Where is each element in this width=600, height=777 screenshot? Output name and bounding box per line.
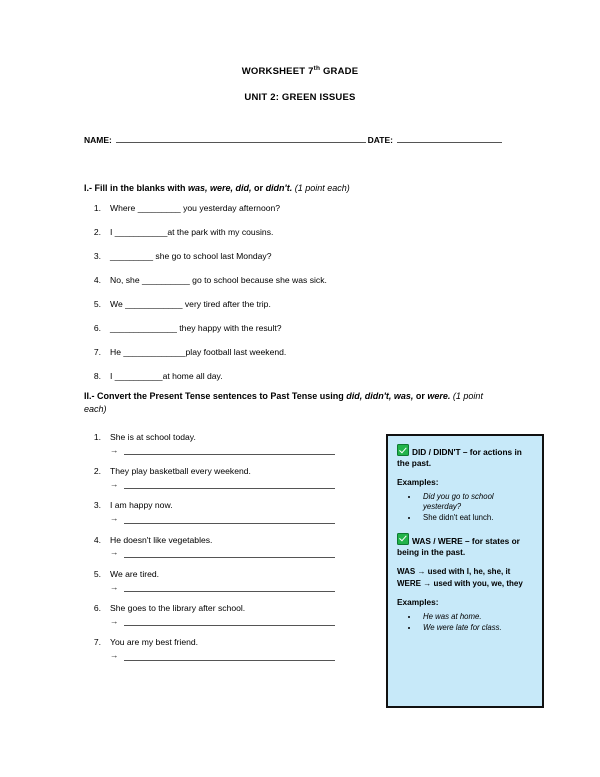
list-item [84,569,349,592]
rule-one-heading [397,444,533,469]
item-text: He doesn't like vegetables. [110,534,213,545]
section-two-heading-mid: or [413,391,428,401]
item-text: She is at school today. [110,432,196,442]
was-were-usage [397,566,533,589]
item-number: 4. [93,534,101,545]
item-number: 7. [93,347,101,357]
item-number: 6. [93,323,101,333]
item-number: 5. [93,299,101,309]
arrow-icon: → [110,581,119,592]
date-input[interactable] [397,133,502,143]
section-one-heading [84,182,514,195]
answer-input[interactable] [124,652,336,661]
rule-two-examples-label: Examples: [397,597,439,608]
answer-input[interactable] [124,617,336,626]
list-item [84,347,464,371]
item-text[interactable]: _________ she go to school last Monday? [110,251,272,261]
name-date-row [84,133,504,145]
list-item [84,275,464,299]
item-text: You are my best friend. [110,637,199,648]
were-usage-line: WERE → used with you, we, they [397,578,523,588]
section-one-heading-mid: or [251,183,266,193]
item-text: She goes to the library after school. [110,603,246,614]
item-number: 3. [93,500,101,511]
section-one-heading-prefix: I.- Fill in the blanks with [84,183,189,193]
date-label: DATE: [367,135,393,145]
answer-input[interactable] [124,549,336,558]
document-header [80,65,520,104]
list-item: • He was at home. [419,612,533,622]
answer-input[interactable] [124,583,336,592]
page-title-prefix: WORKSHEET 7 [241,66,314,78]
item-number: 3. [93,251,101,261]
item-text[interactable]: ______________ they happy with the result? [110,323,282,333]
item-number: 6. [93,603,101,614]
arrow-icon: → [110,650,119,661]
item-text[interactable]: I __________at home all day. [110,371,223,381]
item-number: 1. [93,432,101,442]
rule-one-examples-list [397,492,533,523]
section-one-heading-keywords: was, were, did, [188,183,252,193]
list-item: • She didn't eat lunch. [419,513,533,523]
answer-input[interactable] [124,446,336,455]
arrow-icon: → [110,444,119,455]
check-mark-icon [397,444,409,456]
list-item [84,500,349,523]
section-two-points: (1 point each) [84,391,483,415]
was-usage-line: WAS → used with I, he, she, it [397,566,511,576]
arrow-icon: → [110,615,119,626]
list-item [84,432,349,455]
name-input[interactable] [116,133,366,143]
list-item [84,603,349,626]
section-two-heading [84,390,504,416]
rule-two-heading [397,533,533,558]
rule-two-heading-text: WAS / WERE – for states or being in the past. [397,535,520,557]
arrow-icon: → [110,513,119,524]
section-two-list [84,432,349,672]
rule-one-heading-text: DID / DIDN'T – for actions in the past. [397,447,522,469]
item-text: They play basketball every weekend. [110,466,251,477]
item-text[interactable]: We ____________ very tired after the trip. [110,299,271,309]
item-text[interactable]: He _____________play football last weekend. [110,347,287,357]
section-one-list [84,203,464,395]
item-number: 8. [93,371,101,381]
section-one-points: (1 point each) [292,183,350,193]
list-item: • Did you go to school yesterday? [419,492,533,512]
section-two-heading-keywords-2: were. [427,391,451,401]
answer-input[interactable] [124,515,336,524]
section-two-heading-prefix: II.- Convert the Present Tense sentences to Past Tense using [84,391,347,401]
list-item [84,251,464,275]
section-two-heading-keywords: did, didn't, was, [346,391,414,401]
item-text: We are tired. [110,568,160,579]
list-item [84,466,349,489]
item-number: 4. [93,275,101,285]
rule-two-examples-list [397,612,533,633]
arrow-icon: → [110,478,119,489]
item-text[interactable]: I ___________at the park with my cousins. [110,227,274,237]
list-item [84,299,464,323]
item-text: I am happy now. [110,500,173,511]
item-number: 1. [93,203,101,213]
list-item [84,203,464,227]
item-text[interactable]: Where _________ you yesterday afternoon? [110,203,281,213]
page-title [80,65,520,79]
rule-one-examples-label: Examples: [397,477,439,488]
page-title-suffix: GRADE [320,66,359,78]
item-text[interactable]: No, she __________ go to school because she was sick. [110,275,327,285]
item-number: 2. [93,227,101,237]
list-item [84,323,464,347]
list-item [84,227,464,251]
grammar-info-box [386,434,544,708]
name-label: NAME: [84,135,112,145]
page-subtitle: UNIT 2: GREEN ISSUES [244,91,356,103]
check-mark-icon [397,533,409,545]
list-item [84,637,349,660]
arrow-icon: → [110,547,119,558]
item-number: 5. [93,568,101,579]
item-number: 7. [93,637,101,648]
list-item: • We were late for class. [419,623,533,633]
item-number: 2. [93,466,101,477]
section-one-heading-keywords-2: didn't. [265,183,293,193]
list-item [84,535,349,558]
answer-input[interactable] [124,480,336,489]
page-title-ordinal-suffix: th [313,65,321,72]
